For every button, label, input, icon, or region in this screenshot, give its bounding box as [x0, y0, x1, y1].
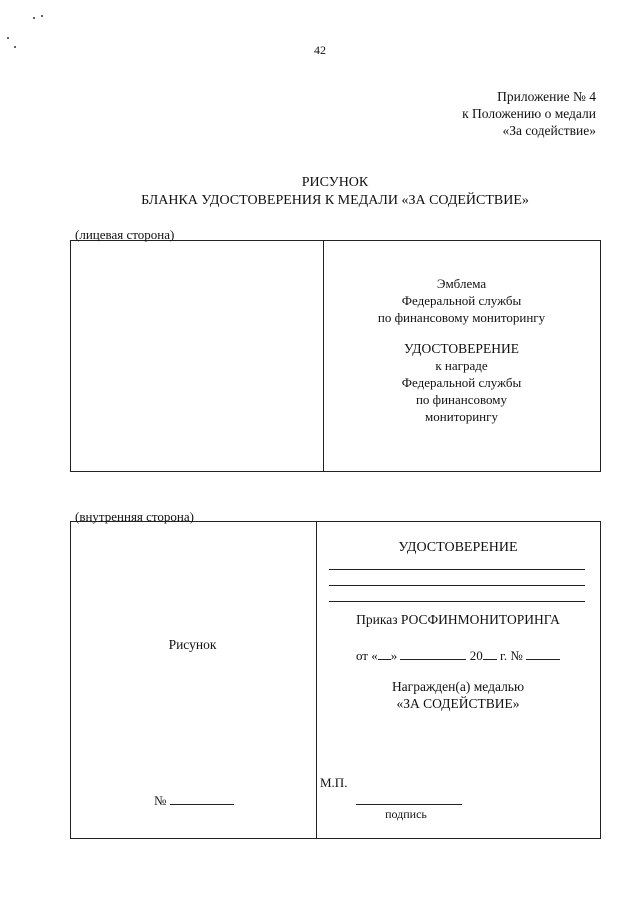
stamp-place: М.П. — [320, 775, 348, 790]
certificate-text: мониторингу — [425, 409, 498, 424]
emblem-text: Федеральной службы — [401, 293, 522, 308]
signature-caption: подпись — [385, 807, 427, 821]
appendix-reference — [462, 88, 596, 139]
order-date-field — [315, 647, 601, 664]
front-right-panel — [322, 275, 601, 425]
appendix-line: к Положению о медали — [462, 106, 596, 121]
number-blank — [170, 792, 234, 805]
title-line: БЛАНКА УДОСТОВЕРЕНИЯ К МЕДАЛИ «ЗА СОДЕЙСТВИЕ» — [141, 193, 529, 208]
picture-placeholder: Рисунок — [168, 637, 217, 652]
awarded-line: Награжден(а) медалью — [391, 679, 525, 694]
blank-line — [329, 585, 585, 586]
day-blank — [378, 647, 391, 660]
awarded-text — [315, 678, 601, 712]
certificate-text: к награде — [435, 358, 488, 373]
blank-line — [329, 601, 585, 602]
document-title — [0, 174, 640, 210]
emblem-text: Эмблема — [436, 276, 487, 291]
front-side-label: (лицевая сторона) — [75, 227, 175, 242]
emblem-text: по финансовому мониторингу — [377, 310, 546, 325]
certificate-title: УДОСТОВЕРЕНИЕ — [404, 341, 519, 356]
order-number-blank — [526, 647, 560, 660]
order-title: Приказ РОСФИНМОНИТОРИНГА — [356, 612, 560, 627]
appendix-line: «За содействие» — [502, 123, 596, 138]
awarded-line: «ЗА СОДЕЙСТВИЕ» — [396, 696, 520, 711]
order-number-label: г. № — [499, 648, 523, 663]
inside-side-label: (внутренняя сторона) — [75, 509, 194, 524]
scan-mark — [7, 37, 9, 39]
number-sign: № — [154, 793, 167, 808]
date-year: 20 — [469, 648, 483, 663]
signature-line — [356, 804, 462, 805]
certificate-text: по финансовому — [415, 392, 508, 407]
inside-certificate-title: УДОСТОВЕРЕНИЕ — [398, 540, 518, 555]
year-blank — [483, 647, 497, 660]
scan-mark — [41, 15, 43, 17]
month-blank — [400, 647, 466, 660]
number-field — [154, 792, 234, 809]
certificate-text: Федеральной службы — [401, 375, 522, 390]
title-line: РИСУНОК — [301, 175, 369, 190]
page-number: 42 — [314, 43, 326, 57]
date-prefix: от « — [355, 648, 378, 663]
appendix-line: Приложение № 4 — [497, 89, 596, 104]
blank-line — [329, 569, 585, 570]
date-quote: » — [390, 648, 398, 663]
scan-mark — [33, 17, 35, 19]
